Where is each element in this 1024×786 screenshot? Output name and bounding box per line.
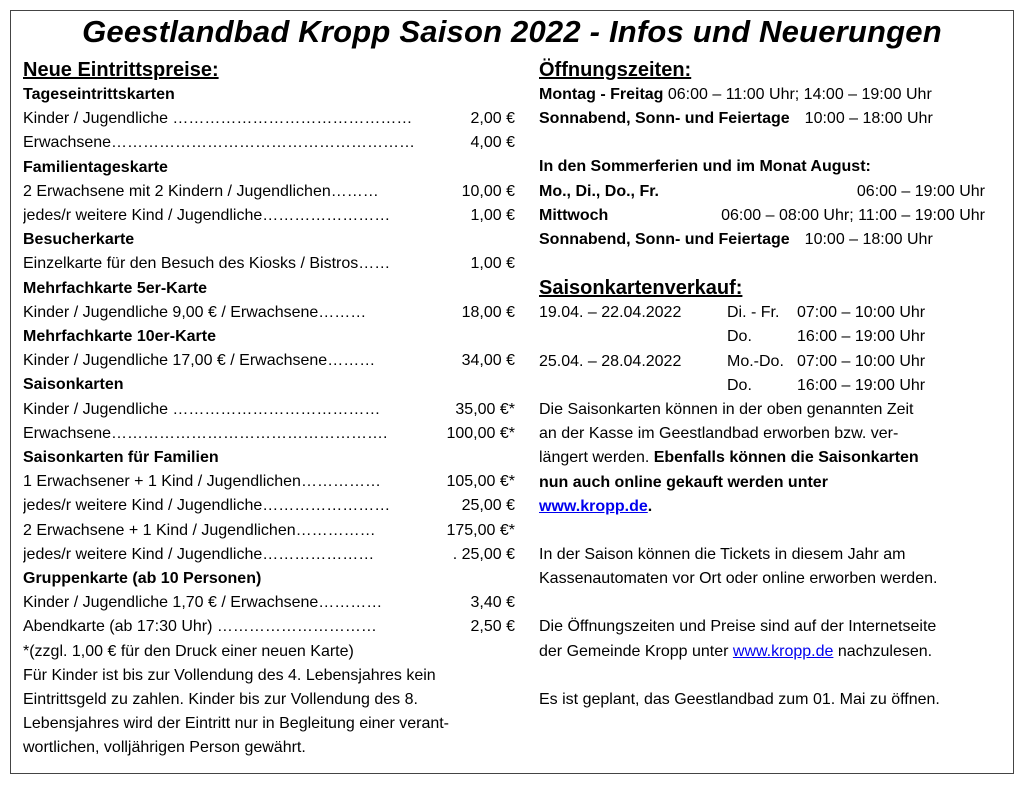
info-line: an der Kasse im Geestlandbad erworben bzw. ver- (539, 425, 899, 443)
price-value: 35,00 €* (455, 400, 515, 418)
price-value: 3,40 € (470, 594, 515, 612)
price-desc: Kinder / Jugendliche 17,00 € / Erwachsene……… (23, 352, 376, 370)
price-desc: Abendkarte (ab 17:30 Uhr) ………………………… (23, 618, 377, 636)
section-title-mehr10: Mehrfachkarte 10er-Karte (23, 328, 216, 346)
price-row (23, 591, 515, 615)
price-value: 4,00 € (470, 134, 515, 152)
sale-time: 07:00 – 10:00 Uhr (797, 304, 926, 322)
price-value: 34,00 € (461, 352, 515, 370)
section-title-saisonfam: Saisonkarten für Familien (23, 449, 219, 467)
price-value: 2,00 € (470, 110, 515, 128)
price-row (23, 301, 515, 325)
info-text: längert werden. (539, 449, 654, 467)
price-value: 25,00 € (461, 497, 515, 515)
info-line: Die Saisonkarten können in der oben genannten Zeit (539, 401, 914, 419)
sale-day: Di. - Fr. (727, 304, 780, 322)
price-desc: Kinder / Jugendliche ………………………………… (23, 400, 381, 418)
hours-row (539, 107, 1004, 131)
section-title-gruppe: Gruppenkarte (ab 10 Personen) (23, 570, 262, 588)
opening-hours-heading: Öffnungszeiten: (539, 59, 692, 81)
price-value: 1,00 € (470, 255, 515, 273)
info-line: Kassenautomaten vor Ort oder online erworben werden. (539, 570, 938, 588)
price-value: 1,00 € (470, 207, 515, 225)
section-title-saison: Saisonkarten (23, 376, 124, 394)
price-row (23, 204, 515, 228)
kropp-website-link[interactable]: www.kropp.de (539, 497, 648, 515)
sale-time: 16:00 – 19:00 Uhr (797, 328, 926, 346)
price-row (23, 349, 515, 373)
section-title-besucher: Besucherkarte (23, 231, 135, 249)
hours-time: 10:00 – 18:00 Uhr (804, 231, 933, 249)
price-value: 18,00 € (461, 303, 515, 321)
prices-column (23, 58, 515, 761)
hours-day: Montag - Freitag (539, 86, 664, 103)
hours-day: Sonnabend, Sonn- und Feiertage (539, 110, 790, 128)
price-value: 105,00 €* (446, 473, 515, 491)
section-title-tages: Tageseintrittskarten (23, 86, 175, 103)
sale-row (539, 374, 1004, 398)
sale-day: Do. (727, 376, 752, 394)
season-sale-heading: Saisonkartenverkauf: (539, 277, 743, 300)
sale-date: 19.04. – 22.04.2022 (539, 304, 682, 322)
price-row (23, 180, 515, 204)
hours-row (539, 180, 985, 204)
price-value: . 25,00 € (452, 545, 515, 563)
price-value: 100,00 €* (446, 424, 515, 442)
sale-row (539, 325, 1004, 349)
info-line (539, 446, 1004, 470)
price-value: 10,00 € (461, 182, 515, 200)
price-desc: 2 Erwachsene + 1 Kind / Jugendlichen…………… (23, 521, 376, 539)
hours-time: 06:00 – 11:00 Uhr; 14:00 – 19:00 Uhr (663, 86, 932, 103)
info-text: nachzulesen. (833, 642, 933, 660)
price-desc: Erwachsene……………………………………………. (23, 424, 388, 442)
summer-hours-title: In den Sommerferien und im Monat August: (539, 158, 871, 176)
info-line: In der Saison können die Tickets in diesem Jahr am (539, 546, 906, 564)
price-desc: Kinder / Jugendliche ……………………………………… (23, 110, 413, 128)
price-row (23, 494, 515, 518)
info-line: Es ist geplant, das Geestlandbad zum 01. Mai zu öffnen. (539, 690, 940, 708)
price-desc: Erwachsene………………………………………………… (23, 134, 416, 152)
page-title: Geestlandbad Kropp Saison 2022 - Infos und Neuerungen (82, 14, 942, 49)
info-text: der Gemeinde Kropp unter (539, 642, 733, 660)
price-row (23, 107, 515, 131)
price-desc: jedes/r weitere Kind / Jugendliche…………………… (23, 497, 391, 515)
price-row (23, 422, 515, 446)
hours-row (539, 228, 1004, 252)
price-row (23, 543, 515, 567)
price-desc: Einzelkarte für den Besuch des Kiosks / Bistros…… (23, 255, 391, 273)
info-line (539, 640, 1004, 664)
hours-time: 06:00 – 08:00 Uhr; 11:00 – 19:00 Uhr (721, 206, 985, 224)
info-line: Die Öffnungszeiten und Preise sind auf der Internetseite (539, 618, 937, 636)
price-row (23, 398, 515, 422)
sale-time: 16:00 – 19:00 Uhr (797, 376, 926, 394)
note-line: wortlichen, volljährigen Person gewährt. (23, 739, 306, 757)
hours-time: 06:00 – 19:00 Uhr (856, 182, 985, 200)
price-row (23, 252, 515, 276)
price-desc: Kinder / Jugendliche 1,70 € / Erwachsene………… (23, 594, 383, 612)
price-row (23, 470, 515, 494)
price-desc: 2 Erwachsene mit 2 Kindern / Jugendlichen……… (23, 182, 379, 200)
note-line: Lebensjahres wird der Eintritt nur in Begleitung einer verant- (23, 715, 450, 733)
price-row (23, 519, 515, 543)
price-desc: 1 Erwachsener + 1 Kind / Jugendlichen…………… (23, 473, 381, 491)
sale-time: 07:00 – 10:00 Uhr (797, 352, 926, 370)
prices-heading: Neue Eintrittspreise: (23, 59, 219, 81)
price-row (23, 615, 515, 639)
sale-day: Mo.-Do. (727, 352, 784, 370)
hours-day: Sonnabend, Sonn- und Feiertage (539, 231, 790, 249)
sale-row (539, 350, 1004, 374)
info-line (539, 495, 1004, 519)
section-title-mehr5: Mehrfachkarte 5er-Karte (23, 279, 208, 297)
hours-day: Mo., Di., Do., Fr. (539, 182, 659, 200)
price-row (23, 131, 515, 155)
info-line: nun auch online gekauft werden unter (539, 473, 828, 491)
hours-row (539, 83, 1004, 107)
footnote: *(zzgl. 1,00 € für den Druck einer neuen Karte) (23, 642, 354, 660)
price-desc: Kinder / Jugendliche 9,00 € / Erwachsene……… (23, 303, 367, 321)
hours-row (539, 204, 985, 228)
hours-time: 10:00 – 18:00 Uhr (804, 110, 933, 128)
price-desc: jedes/r weitere Kind / Jugendliche…………………… (23, 207, 391, 225)
hours-day: Mittwoch (539, 206, 609, 224)
info-text-bold: Ebenfalls können die Saisonkarten (653, 449, 919, 467)
info-text: . (647, 497, 653, 515)
section-title-familie: Familientageskarte (23, 158, 168, 176)
note-line: Eintrittsgeld zu zahlen. Kinder bis zur Vollendung des 8. (23, 691, 418, 709)
price-value: 175,00 €* (446, 521, 515, 539)
sale-day: Do. (727, 328, 752, 346)
sale-date: 25.04. – 28.04.2022 (539, 352, 682, 370)
price-desc: jedes/r weitere Kind / Jugendliche………………… (23, 545, 375, 563)
sale-row (539, 301, 1004, 325)
info-column (539, 58, 1004, 712)
price-value: 2,50 € (470, 618, 515, 636)
note-line: Für Kinder ist bis zur Vollendung des 4. Lebensjahres kein (23, 666, 436, 684)
kropp-website-link-2[interactable]: www.kropp.de (732, 642, 834, 660)
